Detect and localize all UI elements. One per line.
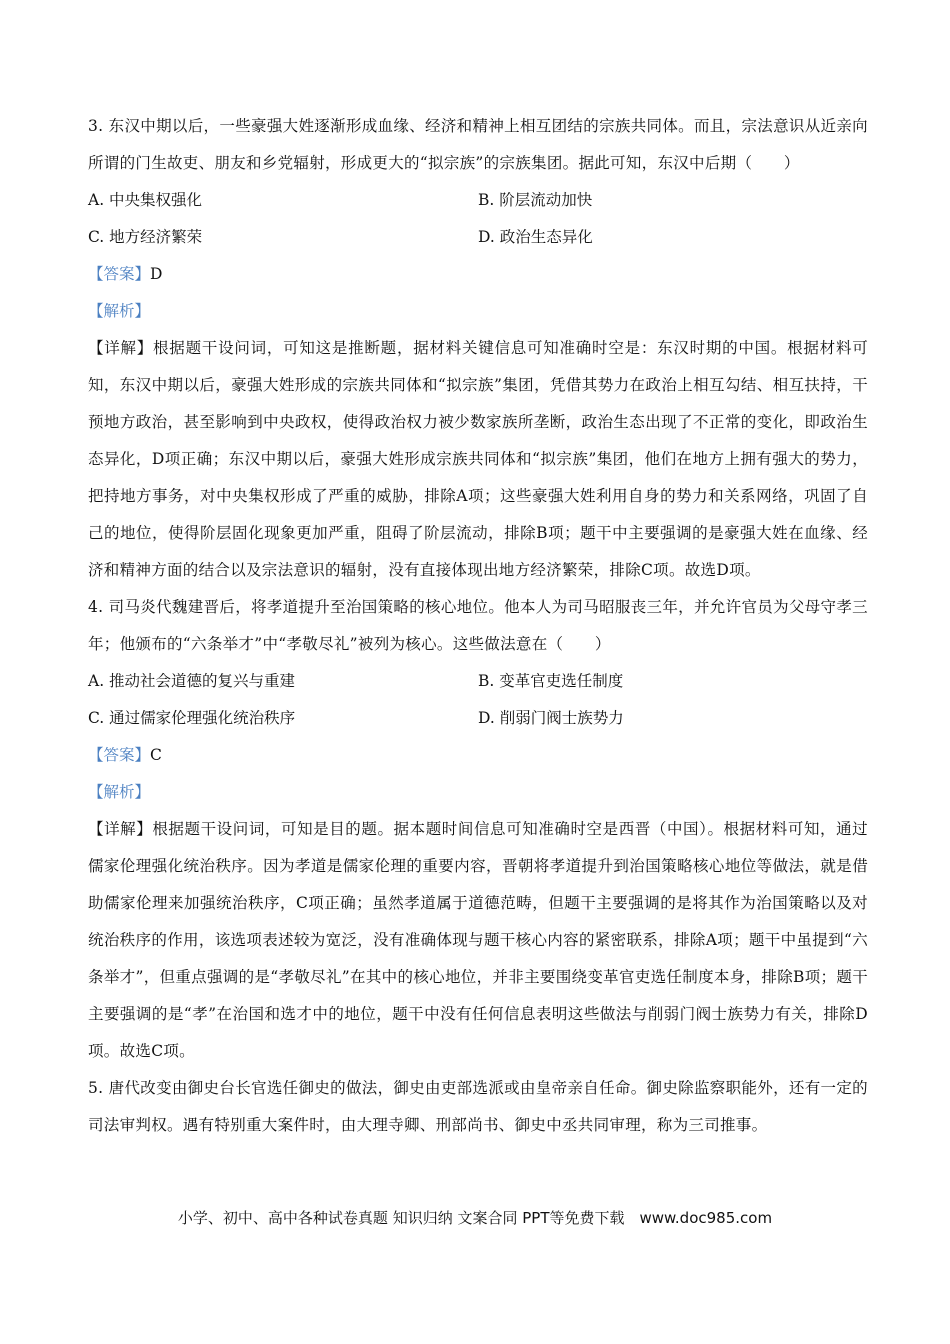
- q3-answer-label: 【答案】: [88, 265, 151, 283]
- q3-stem: 3. 东汉中期以后，一些豪强大姓逐渐形成血缘、经济和精神上相互团结的宗族共同体。而且，宗法意识从近亲向所谓的门生故吏、朋友和乡党辐射，形成更大的“拟宗族”的宗族集团。据此可知，东汉中后期（ ）: [88, 117, 868, 172]
- q5-stem: 5. 唐代改变由御史台长官选任御史的做法，御史由吏部选派或由皇帝亲自任命。御史除监察职能外，还有一定的司法审判权。遇有特别重大案件时，由大理寺卿、刑部尚书、御史中丞共同审理，称为三司推事。: [88, 1079, 868, 1134]
- q3-option-b: B. 阶层流动加快: [478, 191, 593, 209]
- q3-answer-value: D: [150, 265, 163, 283]
- q4-answer-label: 【答案】: [88, 746, 151, 764]
- q4-detail: [88, 811, 868, 1070]
- q4-answer: [88, 737, 868, 774]
- q3-option-d: D. 政治生态异化: [478, 228, 593, 246]
- document-body: [88, 108, 868, 1144]
- q3-detail-text: 根据题干设问词，可知这是推断题，据材料关键信息可知准确时空是：东汉时期的中国。根据材料可知，东汉中期以后，豪强大姓形成的宗族共同体和“拟宗族”集团，凭借其势力在政治上相互勾结、相互扶持，干预地方政治，甚至影响到中央政权，使得政治权力被少数家族所垄断，政治生态出现了不正常的变化，即政治生态异化，D项正确；东汉中期以后，豪强大姓形成宗族共同体和“拟宗族”集团，他们在地方上拥有强大的势力，把持地方事务，对中央集权形成了严重的威胁，排除A项；这些豪强大姓利用自身的势力和关系网络，巩固了自己的地位，使得阶层固化现象更加严重，阻碍了阶层流动，排除B项；题干中主要强调的是豪强大姓在血缘、经济和精神方面的结合以及宗法意识的辐射，没有直接体现出地方经济繁荣，排除C项。故选D项。: [88, 339, 869, 579]
- q4-stem: 4. 司马炎代魏建晋后，将孝道提升至治国策略的核心地位。他本人为司马昭服丧三年，并允许官员为父母守孝三年；他颁布的“六条举才”中“孝敬尽礼”被列为核心。这些做法意在（ ）: [88, 598, 868, 653]
- q3-detail: [88, 330, 868, 589]
- q4-option-a: A. 推动社会道德的复兴与重建: [88, 672, 296, 690]
- q3-analysis-label: 【解析】: [88, 302, 151, 320]
- q3-option-c: C. 地方经济繁荣: [88, 228, 203, 246]
- q3-option-a: A. 中央集权强化: [88, 191, 203, 209]
- q4-option-d: D. 削弱门阀士族势力: [478, 709, 624, 727]
- q4-detail-text: 根据题干设问词，可知是目的题。据本题时间信息可知准确时空是西晋（中国）。根据材料可知，通过儒家伦理强化统治秩序。因为孝道是儒家伦理的重要内容，晋朝将孝道提升到治国策略核心地位等做法，就是借助儒家伦理来加强统治秩序，C项正确；虽然孝道属于道德范畴，但题干主要强调的是将其作为治国策略以及对统治秩序的作用，该选项表述较为宽泛，没有准确体现与题干核心内容的紧密联系，排除A项；题干中虽提到“六条举才”，但重点强调的是“孝敬尽礼”在其中的核心地位，并非主要围绕变革官吏选任制度本身，排除B项；题干主要强调的是“孝”在治国和选才中的地位，题干中没有任何信息表明这些做法与削弱门阀士族势力有关，排除D项。故选C项。: [88, 820, 868, 1060]
- q4-detail-label: 【详解】: [88, 820, 153, 838]
- q3-answer: [88, 256, 868, 293]
- page-footer: 小学、初中、高中各种试卷真题 知识归纳 文案合同 PPT等免费下载 www.doc985.com: [177, 1209, 773, 1227]
- q4-analysis-label: 【解析】: [88, 783, 151, 801]
- q4-option-c: C. 通过儒家伦理强化统治秩序: [88, 709, 296, 727]
- q3-options-row-2: [88, 219, 868, 256]
- q3-options-row-1: [88, 182, 868, 219]
- q4-answer-value: C: [150, 746, 162, 764]
- q3-detail-label: 【详解】: [88, 339, 154, 357]
- q4-option-b: B. 变革官吏选任制度: [478, 672, 624, 690]
- q4-options-row-1: [88, 663, 868, 700]
- q4-options-row-2: [88, 700, 868, 737]
